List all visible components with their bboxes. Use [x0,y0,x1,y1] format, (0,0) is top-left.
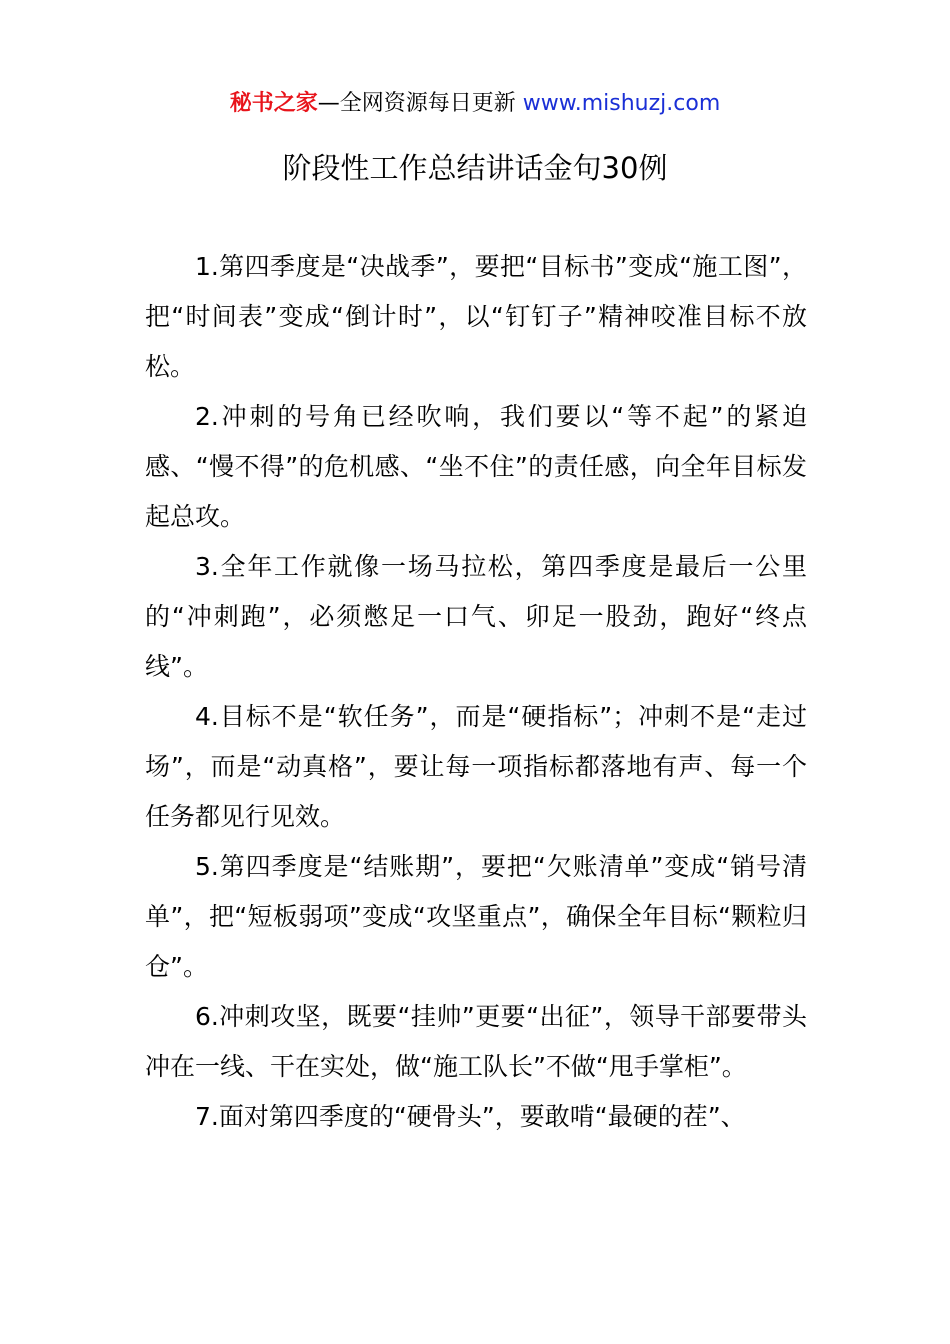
paragraph-6: 6.冲刺攻坚，既要“挂帅”更要“出征”，领导干部要带头冲在一线、干在实处，做“施工队长”不做“甩手掌柜”。 [145,1002,807,1081]
header-tagline: —全网资源每日更新 [317,91,523,116]
brand-name: 秘书之家 [229,91,318,116]
document-body [145,242,807,1142]
website-link[interactable]: www.mishuzj.com [522,91,721,116]
document-title: 阶段性工作总结讲话金句30例 [282,151,668,185]
paragraph-5: 5.第四季度是“结账期”，要把“欠账清单”变成“销号清单”，把“短板弱项”变成“攻坚重点”，确保全年目标“颗粒归仓”。 [145,852,807,981]
paragraph-4: 4.目标不是“软任务”，而是“硬指标”；冲刺不是“走过场”，而是“动真格”，要让每一项指标都落地有声、每一个任务都见行见效。 [145,702,807,831]
paragraph-1: 1.第四季度是“决战季”，要把“目标书”变成“施工图”，把“时间表”变成“倒计时”，以“钉钉子”精神咬准目标不放松。 [145,252,807,381]
site-header [0,88,950,120]
paragraph-7: 7.面对第四季度的“硬骨头”，要敢啃“最硬的茬”、 [195,1102,746,1131]
paragraph-2: 2.冲刺的号角已经吹响，我们要以“等不起”的紧迫感、“慢不得”的危机感、“坐不住”的责任感，向全年目标发起总攻。 [145,402,807,531]
paragraph-3: 3.全年工作就像一场马拉松，第四季度是最后一公里的“冲刺跑”，必须憋足一口气、卯足一股劲，跑好“终点线”。 [145,552,807,681]
